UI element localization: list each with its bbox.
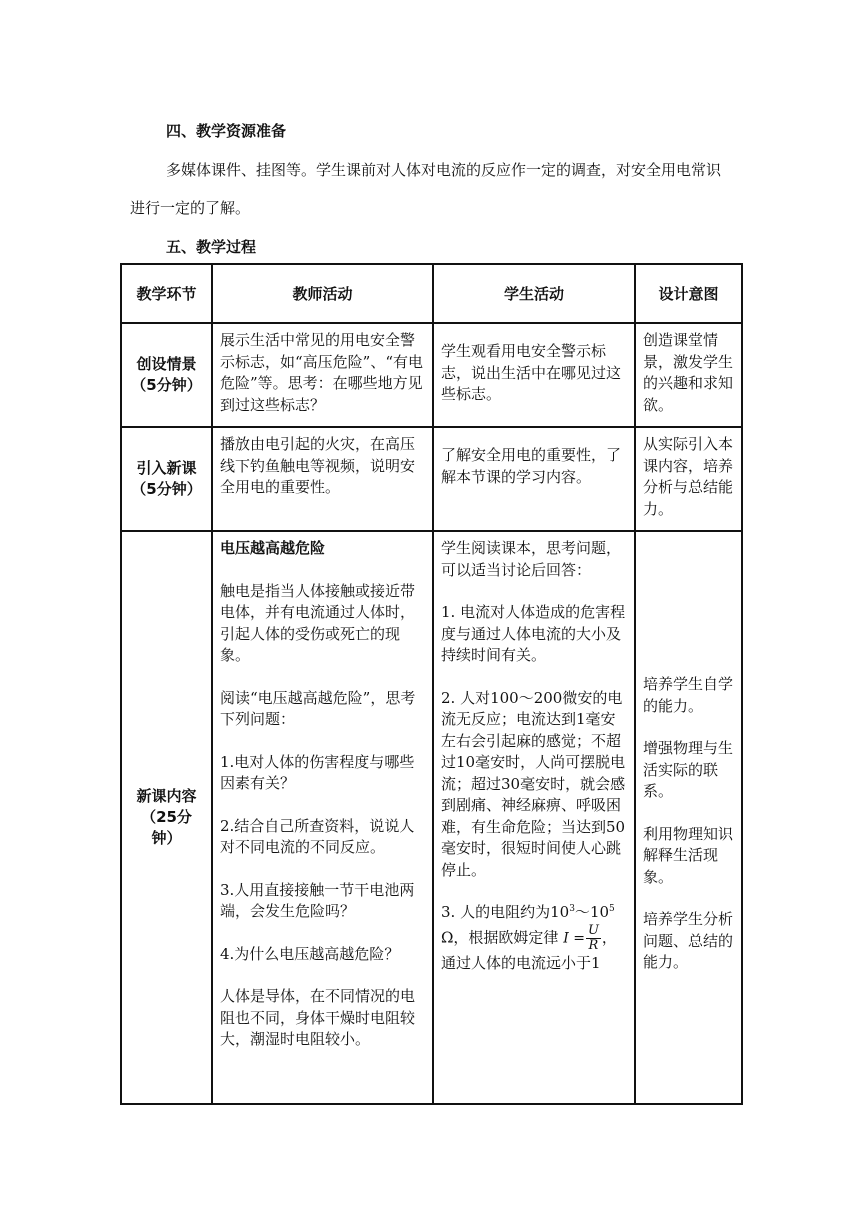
teacher-question: 1.电对人体的伤害程度与哪些因素有关？ — [220, 752, 415, 792]
design-intent-text: 利用物理知识解释生活现象。 — [643, 824, 734, 886]
stage-duration-cont: 钟） — [151, 829, 182, 847]
stage-duration: （25分 — [141, 808, 192, 826]
student-activity-cell — [433, 427, 635, 531]
design-intent-text: 从实际引入本课内容，培养分析与总结能力。 — [643, 435, 734, 518]
student-answer: 2. 人对100～200微安的电流无反应；电流达到1毫安左右会引起麻的感觉；不超过10毫安时，人尚可摆脱电流；超过30毫安时，就会感到剧痛、神经麻痹、呼吸困难，有生命危险；当达到50毫安时，很短时间使人心跳停止。 — [441, 688, 626, 879]
student-activity-text: 学生阅读课本，思考问题，可以适当讨论后回答： — [441, 539, 622, 579]
design-intent-cell — [635, 323, 742, 427]
teaching-process-table — [120, 263, 743, 1105]
stage-cell — [121, 323, 212, 427]
section-4-paragraph-line-2: 进行一定的了解。 — [130, 199, 251, 217]
stage-cell — [121, 531, 212, 1104]
stage-duration: （5分钟） — [131, 376, 202, 394]
table-row — [121, 427, 742, 531]
design-intent-cell — [635, 427, 742, 531]
teacher-activity-text: 触电是指当人体接触或接近带电体，并有电流通过人体时，引起人体的受伤或死亡的现象。 — [220, 581, 416, 664]
stage-name: 新课内容 — [136, 787, 197, 805]
ohms-law-fraction: $\frac{U}{R}$ — [587, 922, 599, 953]
teacher-activity-cell — [212, 323, 433, 427]
table-header-row — [121, 264, 742, 323]
teacher-activity-text: 阅读“电压越高越危险”，思考下列问题： — [220, 688, 416, 728]
student-answer: 1. 电流对人体造成的危害程度与通过人体电流的大小及持续时间有关。 — [441, 603, 626, 664]
teacher-activity-cell — [212, 427, 433, 531]
teacher-activity-text: 人体是导体，在不同情况的电阻也不同，身体干燥时电阻较大，潮湿时电阻较小。 — [220, 987, 416, 1048]
stage-duration: （5分钟） — [131, 480, 202, 498]
teacher-activity-text: 展示生活中常见的用电安全警示标志，如“高压危险”、“有电危险”等。思考：在哪些地方见到过这些标志？ — [220, 331, 424, 414]
header-teacher-activity: 教师活动 — [212, 264, 433, 323]
header-student-activity: 学生活动 — [433, 264, 635, 323]
teacher-question: 3.人用直接接触一节干电池两端，会发生危险吗？ — [220, 880, 415, 920]
design-intent-text: 增强物理与生活实际的联系。 — [643, 739, 734, 800]
design-intent-text: 培养学生自学的能力。 — [643, 675, 734, 715]
table-row — [121, 323, 742, 427]
header-stage: 教学环节 — [121, 264, 212, 323]
teacher-question: 4.为什么电压越高越危险？ — [220, 944, 400, 963]
header-design-intent: 设计意图 — [635, 264, 742, 323]
student-activity-text: 了解安全用电的重要性，了解本节课的学习内容。 — [441, 446, 622, 486]
table-row — [121, 531, 742, 1104]
design-intent-text: 培养学生分析问题、总结的能力。 — [643, 910, 734, 971]
ohms-law-lhs: I = — [563, 930, 585, 946]
section-5-heading: 五、教学过程 — [166, 238, 257, 256]
section-4-paragraph-line-1: 多媒体课件、挂图等。学生课前对人体对电流的反应作一定的调查，对安全用电常识 — [166, 161, 722, 179]
teacher-question: 2.结合自己所查资料，说说人对不同电流的不同反应。 — [220, 816, 415, 856]
stage-name: 引入新课 — [136, 459, 197, 477]
student-activity-cell — [433, 323, 635, 427]
section-4-heading: 四、教学资源准备 — [166, 122, 287, 140]
teacher-activity-cell — [212, 531, 433, 1104]
design-intent-text: 创造课堂情景，激发学生的兴趣和求知欲。 — [643, 331, 734, 414]
student-activity-cell — [433, 531, 635, 1104]
design-intent-cell — [635, 531, 742, 1104]
stage-cell — [121, 427, 212, 531]
teacher-activity-title: 电压越高越危险 — [220, 539, 326, 557]
student-activity-text: 学生观看用电安全警示标志，说出生活中在哪见过这些标志。 — [441, 342, 622, 403]
student-answer-3: 3. 人的电阻约为$10^3\sim 10^5$ Ω，根据欧姆定律 I = $\frac{U}{R}$ ， 通过人体的电流远小于1 — [441, 903, 617, 972]
teacher-activity-text: 播放由电引起的火灾，在高压线下钓鱼触电等视频，说明安全用电的重要性。 — [220, 435, 416, 496]
stage-name: 创设情景 — [136, 355, 197, 373]
